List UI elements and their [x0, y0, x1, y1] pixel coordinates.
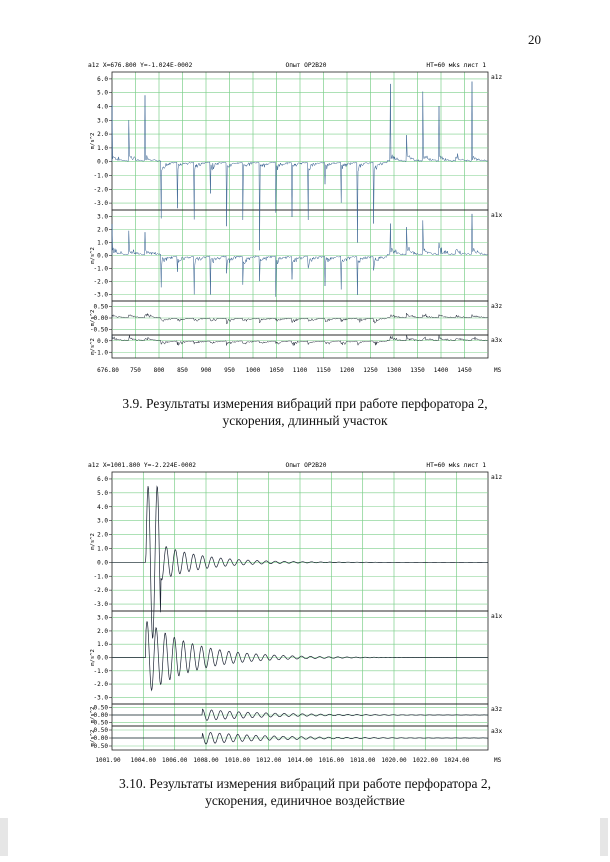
y-tick-label: -0.50: [89, 743, 108, 750]
y-tick-label: -3.0: [93, 694, 108, 702]
caption-line-1: 3.10. Результаты измерения вибраций при работе перфоратора 2,: [118, 776, 492, 791]
channel-name-a3x: a3x: [491, 728, 503, 735]
caption-line-2: ускорения, длинный участок: [222, 413, 388, 428]
y-axis-unit: m/s^2: [90, 338, 96, 355]
x-tick-label: 1400: [433, 367, 449, 374]
y-tick-label: -1.0: [93, 265, 108, 273]
x-tick-label: 800: [153, 367, 165, 374]
y-tick-label: 1.0: [97, 144, 108, 152]
x-start-label: 1001.90: [95, 757, 121, 764]
x-tick-label: 750: [130, 367, 141, 374]
plot-header-left: a1z X=676.800 Y=-1.024E-0002: [88, 62, 193, 69]
y-tick-label: 5.0: [97, 89, 108, 97]
plot-header-right: НТ=60 мks лист 1: [426, 462, 486, 469]
y-axis-unit: m/s^2: [90, 729, 96, 747]
channel-name-a1z: a1z: [491, 474, 503, 481]
x-tick-label: 950: [224, 367, 235, 374]
y-axis-unit: m/s^2: [90, 247, 96, 264]
y-tick-label: 3.0: [97, 213, 108, 221]
x-tick-label: 1024.00: [444, 757, 470, 764]
channel-name-a3x: a3x: [491, 337, 503, 344]
x-tick-label: 1300: [386, 367, 402, 374]
y-tick-label: -3.0: [93, 291, 108, 299]
x-tick-label: 1450: [457, 367, 472, 374]
y-tick-label: -1.0: [93, 667, 108, 675]
plot-header-right: НТ=60 мks лист 1: [426, 62, 486, 69]
x-tick-label: 1050: [269, 367, 284, 374]
figure-3-9-caption: [60, 395, 550, 429]
x-tick-label: 1012.00: [256, 757, 282, 764]
page-number: 20: [528, 32, 541, 47]
y-tick-label: 1.0: [97, 545, 108, 553]
scan-edge-right: [600, 818, 608, 856]
channel-name-a3z: a3z: [491, 706, 503, 713]
y-tick-label: -2.0: [93, 587, 108, 595]
y-tick-label: 0.50: [93, 704, 108, 712]
y-axis-unit: m/s^2: [90, 533, 96, 550]
y-tick-label: -0.50: [89, 719, 108, 727]
x-tick-label: 1022.00: [412, 757, 438, 764]
y-tick-label: 1.0: [97, 239, 108, 247]
caption-line-2: ускорения, единичное воздействие: [205, 793, 405, 808]
y-tick-label: -0.50: [89, 326, 108, 334]
y-tick-label: 4.0: [97, 503, 108, 511]
y-tick-label: -3.0: [93, 200, 108, 208]
y-axis-unit: m/s^2: [90, 649, 96, 666]
x-tick-label: 1006.00: [162, 757, 188, 764]
y-tick-label: 2.0: [97, 131, 108, 139]
x-tick-label: 1020.00: [381, 757, 407, 764]
y-tick-label: -3.0: [93, 601, 108, 609]
channel-name-a1x: a1x: [491, 613, 503, 620]
figure-3-10-caption: [60, 775, 550, 809]
y-tick-label: 0.0: [97, 654, 108, 662]
channel-name-a3z: a3z: [491, 303, 503, 310]
x-tick-label: 1008.00: [193, 757, 219, 764]
x-tick-label: 850: [177, 367, 188, 374]
x-tick-label: 1018.00: [350, 757, 376, 764]
plot-header-center: Опыт OP2B20: [285, 62, 327, 69]
y-tick-label: 3.0: [97, 117, 108, 125]
y-tick-label: -2.0: [93, 278, 108, 286]
x-start-label: 676.80: [97, 367, 119, 374]
y-axis-unit: m/s^2: [90, 132, 96, 150]
x-unit-label: MS: [494, 367, 502, 374]
y-tick-label: 0.00: [93, 315, 108, 322]
scan-edge-left: [0, 818, 8, 856]
y-tick-label: 2.0: [97, 627, 108, 635]
x-tick-label: 1010.00: [224, 757, 250, 764]
x-tick-label: 1100: [292, 367, 308, 374]
y-tick-label: 2.0: [97, 531, 108, 539]
y-axis-unit: m/s^2: [90, 706, 96, 724]
figure-3-9-plot: [86, 58, 506, 378]
y-tick-label: -1.0: [93, 573, 108, 581]
y-tick-label: 2.0: [97, 226, 108, 234]
y-tick-label: 0.0: [97, 158, 108, 166]
y-tick-label: -2.0: [93, 186, 108, 194]
plot-header-left: a1z X=1001.800 Y=-2.224E-0002: [88, 462, 197, 469]
y-tick-label: -2.0: [93, 681, 108, 689]
y-tick-label: 0.0: [97, 252, 108, 260]
y-tick-label: 3.0: [97, 614, 108, 622]
x-tick-label: 1016.00: [318, 757, 344, 764]
caption-line-1: 3.9. Результаты измерения вибраций при работе перфоратора 2,: [122, 396, 488, 411]
y-tick-label: 3.0: [97, 517, 108, 525]
x-tick-label: 900: [200, 367, 212, 374]
y-tick-label: 1.0: [97, 641, 108, 649]
x-tick-label: 1000: [245, 367, 261, 374]
y-tick-label: 6.0: [97, 75, 108, 83]
figure-3-10-plot: [86, 458, 506, 770]
y-axis-unit: m/s^2: [90, 309, 96, 327]
y-tick-label: 0.50: [93, 303, 108, 311]
x-tick-label: 1004.00: [130, 757, 156, 764]
y-tick-label: -1.0: [93, 172, 108, 180]
oscillogram-long: [86, 58, 506, 378]
y-tick-label: 0.00: [93, 735, 108, 742]
plot-header-center: Опыт OP2B20: [285, 462, 327, 469]
x-tick-label: 1150: [316, 367, 331, 374]
y-tick-label: 0.0: [97, 559, 108, 567]
y-tick-label: 4.0: [97, 103, 108, 111]
y-tick-label: 5.0: [97, 489, 108, 497]
y-tick-label: -1.0: [93, 349, 108, 357]
channel-name-a1z: a1z: [491, 74, 503, 81]
y-tick-label: 0.00: [93, 712, 108, 719]
x-tick-label: 1250: [363, 367, 378, 374]
y-tick-label: 0.0: [97, 337, 108, 345]
x-tick-label: 1200: [339, 367, 355, 374]
y-tick-label: 6.0: [97, 475, 108, 483]
channel-name-a1x: a1x: [491, 212, 503, 219]
x-unit-label: MS: [494, 757, 502, 764]
x-tick-label: 1350: [410, 367, 425, 374]
oscillogram-single: [86, 458, 506, 770]
y-tick-label: 0.50: [93, 727, 108, 734]
x-tick-label: 1014.00: [287, 757, 313, 764]
